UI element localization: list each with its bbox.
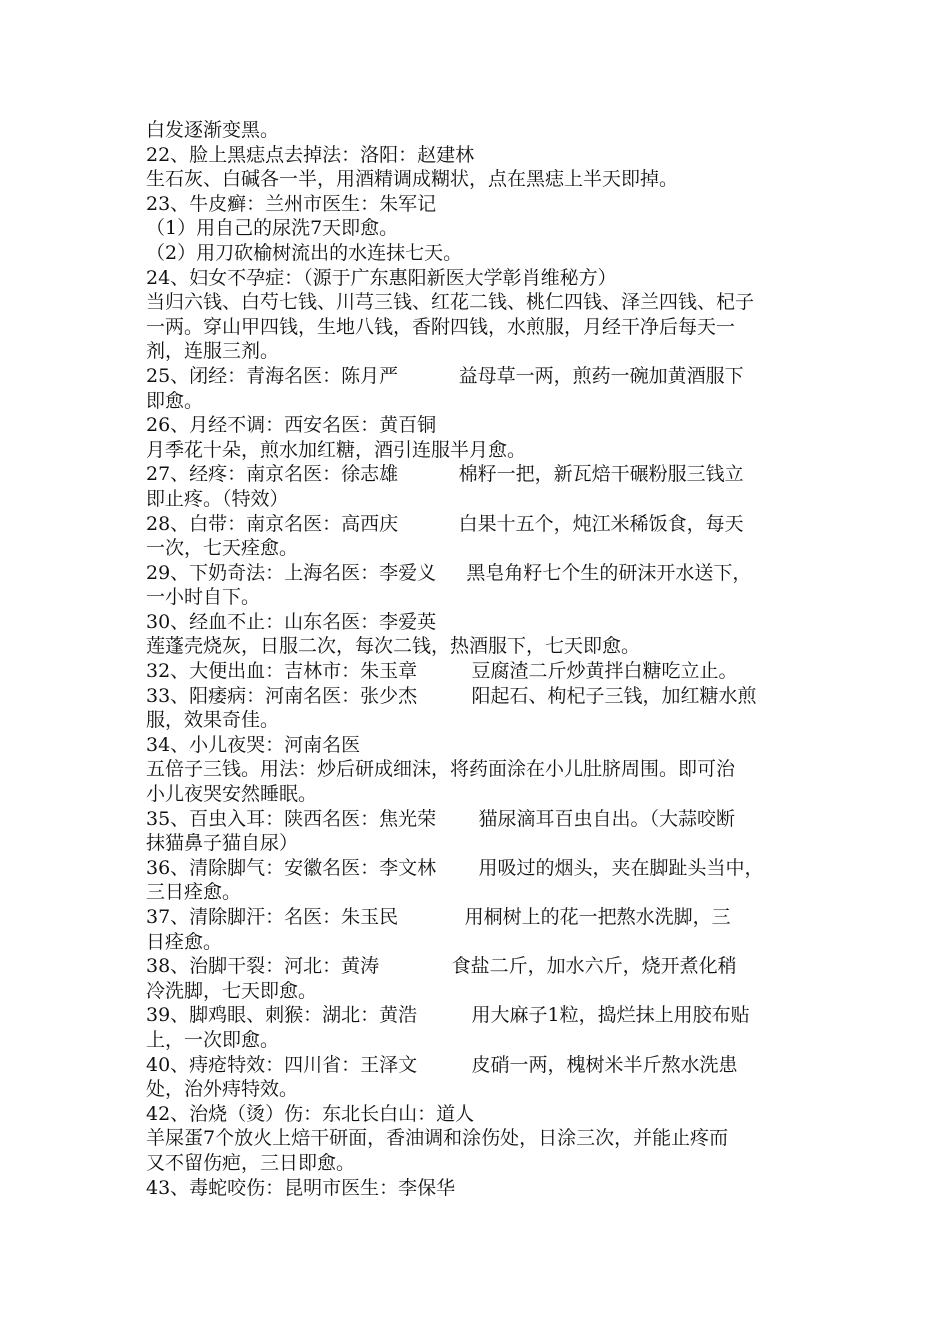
text-line: 又不留伤疤，三日即愈。 <box>146 1151 356 1174</box>
text-line: 37、清除脚汗：名医：朱玉民 用桐树上的花一把熬水洗脚，三 <box>146 906 731 928</box>
text-line: 27、经疼：南京名医：徐志雄 棉籽一把，新瓦焙干碾粉服三钱立 <box>146 463 744 486</box>
text-line: 24、妇女不孕症：（源于广东惠阳新医大学彰肖维秘方） <box>146 266 617 289</box>
text-line: 上，一次即愈。 <box>146 1028 280 1051</box>
text-line: 冷洗脚，七天即愈。 <box>146 979 318 1002</box>
text-line: 一两。穿山甲四钱，生地八钱，香附四钱，水煎服，月经干净后每天一 <box>146 315 736 338</box>
text-line: 小儿夜哭安然睡眠。 <box>146 783 318 806</box>
text-line: 当归六钱、白芍七钱、川芎三钱、红花二钱、桃仁四钱、泽兰四钱、杞子 <box>146 291 755 314</box>
text-line: 处，治外痔特效。 <box>146 1078 299 1101</box>
text-line: 即愈。 <box>146 389 204 412</box>
text-line: 36、清除脚气：安徽名医：李文林 用吸过的烟头，夹在脚趾头当中， <box>146 856 764 879</box>
text-line: 月季花十朵，煎水加红糖，酒引连服半月愈。 <box>146 438 527 461</box>
text-line: 25、闭经：青海名医：陈月严 益母草一两，煎药一碗加黄酒服下 <box>146 364 744 387</box>
text-line: 42、治烧（烫）伤：东北长白山：道人 <box>146 1102 475 1125</box>
text-line: 30、经血不止：山东名医：李爱英 <box>146 610 437 633</box>
text-line: 五倍子三钱。用法：炒后研成细沫，将药面涂在小儿肚脐周围。即可治 <box>146 758 736 781</box>
text-line: 即止疼。（特效） <box>146 487 289 510</box>
text-line: 三日痊愈。 <box>146 881 242 904</box>
text-line: 33、阳痿病：河南名医：张少杰 阳起石、枸杞子三钱，加红糖水煎 <box>146 684 757 707</box>
text-line: 白发逐渐变黑。 <box>146 119 280 141</box>
text-line: 23、牛皮癣：兰州市医生：朱军记 <box>146 192 437 215</box>
text-line: 43、毒蛇咬伤：昆明市医生：李保华 <box>146 1176 456 1199</box>
text-line: 生石灰、白碱各一半，用酒精调成糊状，点在黑痣上半天即掉。 <box>146 168 679 191</box>
text-line: 39、脚鸡眼、刺猴：湖北：黄浩 用大麻子1粒，捣烂抹上用胶布贴 <box>146 1004 750 1027</box>
text-line: 剂，连服三剂。 <box>146 340 280 363</box>
text-line: 29、下奶奇法：上海名医：李爱义 黑皂角籽七个生的研沫开水送下， <box>146 561 752 584</box>
text-line: 一次，七天痊愈。 <box>146 537 299 560</box>
text-line: 一小时自下。 <box>146 586 261 609</box>
text-line: 32、大便出血：吉林市：朱玉章 豆腐渣二斤炒黄拌白糖吃立止。 <box>146 660 738 683</box>
text-line: 羊屎蛋7个放火上焙干研面，香油调和涂伤处，日涂三次，并能止疼而 <box>146 1127 729 1150</box>
text-line: 26、月经不调：西安名医：黄百铜 <box>146 414 437 437</box>
text-line: 莲蓬壳烧灰，日服二次，每次二钱，热酒服下，七天即愈。 <box>146 635 641 658</box>
text-line: 38、治脚干裂：河北：黄涛 食盐二斤，加水六斤，烧开煮化稍 <box>146 955 737 978</box>
text-line: 22、脸上黑痣点去掉法：洛阳：赵建林 <box>146 143 475 166</box>
text-line: （1）用自己的尿洗7天即愈。 <box>146 217 399 240</box>
text-line: 抹猫鼻子猫自尿） <box>146 832 299 855</box>
text-line: 日痊愈。 <box>146 930 223 953</box>
text-line: 40、痔疮特效：四川省：王泽文 皮硝一两，槐树米半斤熬水洗患 <box>146 1053 738 1076</box>
text-line: 35、百虫入耳：陕西名医：焦光荣 猫尿滴耳百虫自出。（大蒜咬断 <box>146 807 735 830</box>
document-page <box>146 118 816 1200</box>
text-line: 34、小儿夜哭：河南名医 <box>146 733 361 756</box>
text-line: 服，效果奇佳。 <box>146 709 280 732</box>
text-line: 28、白带：南京名医：高西庆 白果十五个，炖江米稀饭食，每天 <box>146 512 744 535</box>
text-line: （2）用刀砍榆树流出的水连抹七天。 <box>146 241 463 264</box>
